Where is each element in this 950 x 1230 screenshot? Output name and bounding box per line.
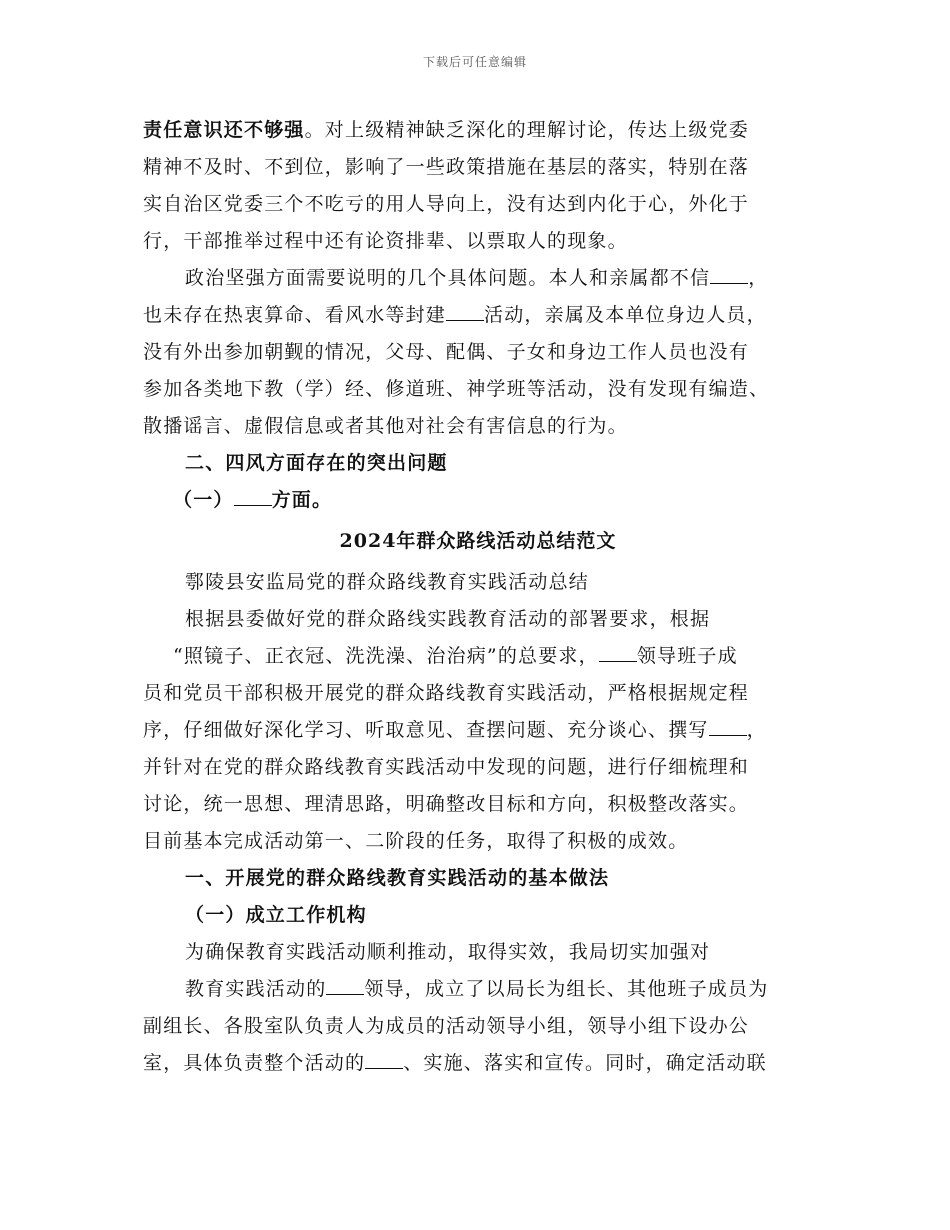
fill-blank	[365, 1046, 403, 1069]
text-span: ，	[746, 719, 767, 741]
text-span: 。对上级精神缺乏深化的理解讨论，传达上级党委	[304, 119, 750, 141]
paragraph-line: 并针对在党的群众路线教育实践活动中发现的问题，进行仔细梳理和	[143, 756, 750, 778]
paragraph-line	[143, 638, 813, 675]
paragraph-line: 根据县委做好党的群众路线实践教育活动的部署要求，根据	[185, 608, 711, 630]
fill-blank	[709, 713, 747, 736]
paragraph-line: 行，干部推举过程中还有论资排辈、以票取人的现象。	[143, 230, 628, 252]
text-span: 、实施、落实和宣传。同时，确定活动联	[403, 1052, 767, 1074]
paragraph-line	[143, 1045, 813, 1082]
text-span: 政治坚强方面需要说明的几个具体问题。本人和亲属都不信	[185, 267, 711, 289]
section-heading: 二、四风方面存在的突出问题	[185, 452, 448, 474]
paragraph-line: 讨论，统一思想、理清思路，明确整改目标和方向，积极整改落实。	[143, 793, 750, 815]
text-span: 教育实践活动的	[185, 978, 327, 1000]
paragraph-line: 没有外出参加朝觐的情况，父母、配偶、子女和身边工作人员也没有	[143, 341, 750, 363]
document-body	[143, 112, 813, 1082]
fill-blank	[599, 639, 637, 662]
fill-blank	[446, 298, 484, 321]
paragraph-line: 目前基本完成活动第一、二阶段的任务，取得了积极的成效。	[143, 830, 689, 852]
text-span: 也未存在热衷算命、看风水等封建	[143, 304, 447, 326]
text-span: 领导班子成	[636, 645, 738, 667]
paragraph-line: 实自治区党委三个不吃亏的用人导向上，没有达到内化于心，外化于	[143, 193, 750, 215]
fill-blank	[234, 483, 272, 506]
text-span: 领导，成立了以局长为组长、其他班子成员为	[364, 978, 769, 1000]
paragraph-line	[143, 112, 813, 149]
paragraph-line	[143, 297, 813, 334]
subsection-heading: （一）成立工作机构	[185, 904, 367, 926]
text-span: 室，具体负责整个活动的	[143, 1052, 366, 1074]
text-span: 活动，亲属及本单位身边人员，	[484, 304, 767, 326]
text-span: 序，仔细做好深化学习、听取意见、查摆问题、充分谈心、撰写	[143, 719, 709, 741]
paragraph-line: 副组长、各股室队负责人为成员的活动领导小组，领导小组下设办公	[143, 1015, 750, 1037]
text-span: （一）	[173, 489, 234, 511]
text-span: ，	[748, 267, 769, 289]
fill-blank	[710, 261, 748, 284]
bold-lead: 责任意识还不够强	[143, 119, 305, 141]
page-header: 下载后可任意编辑	[422, 55, 527, 69]
paragraph-line	[143, 971, 813, 1008]
paragraph-line: 为确保教育实践活动顺利推动，取得实效，我局切实加强对	[185, 941, 711, 963]
text-span: 方面。	[271, 489, 333, 511]
fill-blank	[326, 972, 364, 995]
text-span: “照镜子、正衣冠、洗洗澡、治治病”的总要求，	[173, 645, 599, 667]
paragraph-line: 散播谣言、虚假信息或者其他对社会有害信息的行为。	[143, 415, 628, 437]
document-title: 2024年群众路线活动总结范文	[339, 530, 617, 552]
paragraph-line	[143, 712, 813, 749]
section-heading: 一、开展党的群众路线教育实践活动的基本做法	[185, 867, 610, 889]
subsection-heading	[143, 482, 813, 519]
paragraph-line: 精神不及时、不到位，影响了一些政策措施在基层的落实，特别在落	[143, 156, 750, 178]
paragraph-line	[143, 260, 813, 297]
paragraph-line: 员和党员干部积极开展党的群众路线教育实践活动，严格根据规定程	[143, 682, 750, 704]
paragraph-line: 参加各类地下教（学）经、修道班、神学班等活动，没有发现有编造、	[143, 378, 770, 400]
paragraph-line: 鄠陵县安监局党的群众路线教育实践活动总结	[185, 571, 590, 593]
